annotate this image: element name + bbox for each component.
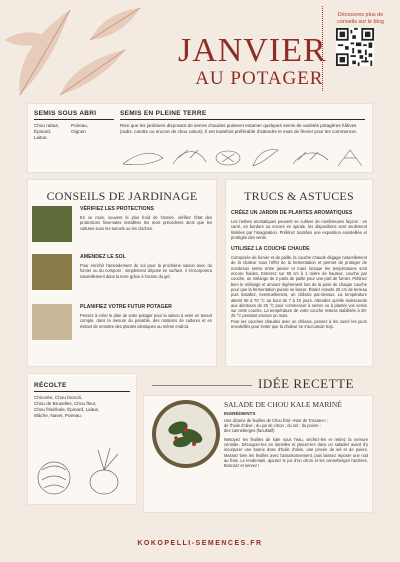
conseil-heading: PLANIFIEZ VOTRE FUTUR POTAGER: [80, 304, 172, 310]
trucs-card: [226, 180, 372, 366]
recette-card: [144, 396, 372, 512]
semis-abri-section: [34, 110, 114, 141]
list-item: Mâche, Navet, Poireau.: [34, 413, 83, 418]
kale-salad-photo: [152, 400, 220, 468]
conseil-text: Pour enrichir l'amendement du sol pour la prochaine saison avec du fumier ou du compost : simplement déposé en surface, il s'incorporera naturellement dans la terre grâce à l'action du gel.: [80, 263, 212, 279]
conseil-heading: VÉRIFIEZ LES PROTECTIONS: [80, 206, 154, 212]
trucs-text-2: Composée de fumier et de paille, la couche chaude dégage naturellement de la chaleur sous l'effet de la fermentation et permet de protéger de nombreux semis entre janvier et mars lorsque les températures sont encore froides. Enterrez sur 60 cm à 1 mètre de hauteur, couche par couche, un mélange de 2 parts de paille pour une part de fumier. Piétinez bien le mélange et arrosez légèrement lors de la pose de chaque couche pour que la fermentation puisse se lancer. Étalez ensuite 20 cm de terreau puis installez, éventuellement, un châssis par-dessus. La température atteint 60 à 70 °C au bout de 7 à 10 jours. Attendez qu'elle redescende aux alentours de 25 °C pour commencer à semer ou à planter vos semis sur cette couche. La température de votre couche restera stabilisée à 20-25 °C pendant environ un mois.: [231, 255, 367, 319]
list-item: Chicorée, Chou brocoli,: [34, 395, 83, 400]
trucs-title: TRUCS & ASTUCES: [244, 189, 354, 203]
list-item: Oignon: [71, 129, 86, 134]
recolte-card: [28, 374, 136, 504]
compost-soil-photo: [32, 254, 72, 290]
qr-code-icon[interactable]: [336, 28, 374, 66]
page-title: JANVIER: [178, 32, 327, 69]
recette-divider: [152, 385, 252, 386]
ingredient-line: de l'huile d'olive ; du jus de citron ; du sel ; du poivre ;: [224, 423, 321, 429]
ingredient-line: des canneberges (facultatif): [224, 428, 275, 434]
list-item: Épinard,: [34, 129, 52, 134]
conseils-title: CONSEILS DE JARDINAGE: [46, 189, 198, 203]
trucs-text-3: Pour les couches chaudes avec un châssis, pensez à les ouvrir les jours ensoleillés pour éviter que la chaleur ne s'accumule trop.: [231, 318, 367, 330]
ingredient-line: Une dizaine de feuilles de Chou frisé «Noir de Toscane» ;: [224, 418, 329, 423]
semis-terre-section: [120, 110, 365, 135]
trucs-text-1: Les herbes aromatiques peuvent se cultiver de nombreuses façons : en carré, en bordure ou encore en spirale, les dispositions sont seulement limitées par l'imagination. Préférez toutefois une exposition ensoleillée et protégée des vents.: [231, 219, 367, 240]
semis-abri-col1: [34, 123, 59, 141]
conseil-heading: AMENDEZ LE SOL: [80, 254, 126, 260]
list-item: Chou frisé/kale, Épinard, Laitue,: [34, 407, 100, 412]
recette-section-title: IDÉE RECETTE: [258, 376, 354, 391]
conseil-text: En ce mois, souvent le plus froid de l'année, vérifiez l'état des protections hivernales installées les mois précédents ainsi que les cultures sous les tunnels ou les cloches.: [80, 215, 212, 231]
footer-link[interactable]: KOKOPELLI-SEMENCES.FR: [137, 540, 263, 547]
title-block: [178, 34, 327, 90]
conseils-card: [28, 180, 216, 366]
list-item: Chou rabas,: [34, 123, 60, 128]
list-item: Poireau,: [71, 123, 89, 128]
vegetables-illustration: [118, 144, 368, 168]
conseil-text: Pensez à créer le plan de votre potager pour la saison à venir en tenant compte, dans la mesure du possible, des rotations de cultures et en évitant de remettre des plantes identiques au même endroit.: [80, 313, 212, 329]
semis-abri-heading: SEMIS SOUS ABRI: [34, 110, 114, 120]
semis-abri-col2: [71, 123, 88, 141]
recette-text: Nettoyez les feuilles de kale sous l'eau, séchez-les et retirez la nervure centrale. Découpez-les en lamelles et placez-les dans un saladier avant d'y incorporer une bonne dose d'huile d'olive, une pincée de sel et de poivre. Massez bien les feuilles avec l'assaisonnement, puis laissez reposer une nuit au frais. Le lendemain, ajoutez le jus d'un citron et les canneberges hachées. Bonnarz et servez !: [224, 436, 368, 469]
recette-title: SALADE DE CHOU KALE MARINÉ: [224, 400, 342, 409]
list-item: Chou de Bruxelles, Chou fleur,: [34, 401, 97, 406]
qr-caption: Découvres plus de conseils sur le blog: [337, 12, 384, 25]
trucs-heading-1: CRÉEZ UN JARDIN DE PLANTES AROMATIQUES: [231, 210, 353, 216]
list-item: Laitue.: [34, 135, 48, 140]
semis-terre-text: Rien que les jardiniers disposant de serres chaudes puissent entamer quelques semis de variétés potagères hâtives (radis, carotte ou encore de chou cabus). Il est toutefois préférable d'attendre le mois de février pour les commencer.: [120, 123, 358, 134]
harvest-illustration: [32, 440, 132, 502]
trucs-heading-2: UTILISEZ LA COUCHE CHAUDE: [231, 246, 310, 253]
qr-block[interactable]: [322, 6, 392, 91]
garden-cloches-photo: [32, 206, 72, 242]
semis-terre-heading: SEMIS EN PLEINE TERRE: [120, 110, 365, 120]
planning-notebook-photo: [32, 304, 72, 340]
semis-card: [28, 104, 372, 172]
ingredients-list: [224, 418, 368, 434]
page-subtitle: AU POTAGER: [195, 68, 324, 89]
leaves-illustration: [0, 0, 160, 100]
ingredients-heading: INGRÉDIENTS: [224, 411, 256, 416]
recolte-heading: RÉCOLTE: [34, 382, 130, 392]
